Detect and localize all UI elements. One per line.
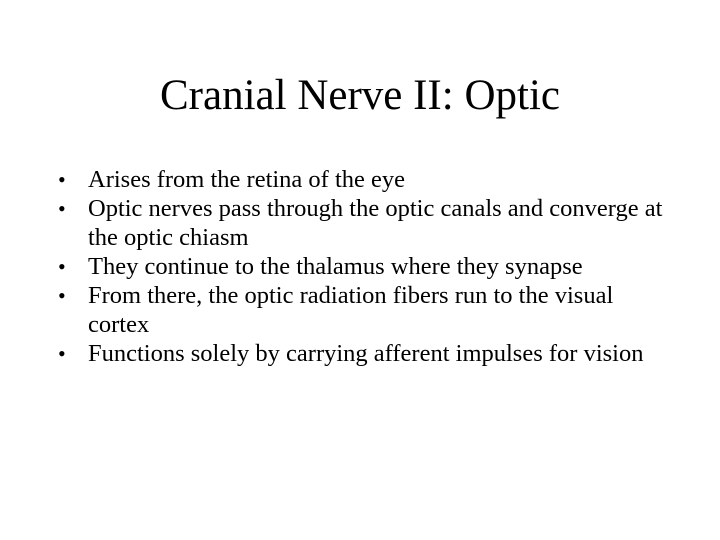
bullet-text: Arises from the retina of the eye	[88, 166, 406, 193]
bullet-text: They continue to the thalamus where they synapse	[88, 253, 583, 280]
bullet-item	[58, 252, 678, 281]
bullet-list	[58, 165, 678, 368]
bullet-icon: •	[58, 196, 66, 221]
bullet-text: From there, the optic radiation fibers run to the visual cortex	[88, 282, 614, 338]
bullet-item	[58, 194, 678, 252]
bullet-icon: •	[58, 167, 66, 192]
bullet-item	[58, 339, 678, 368]
bullet-item	[58, 281, 678, 339]
bullet-icon: •	[58, 254, 66, 279]
bullet-text: Optic nerves pass through the optic canals and converge at the optic chiasm	[88, 195, 663, 251]
bullet-item	[58, 165, 678, 194]
bullet-icon: •	[58, 283, 66, 308]
bullet-icon: •	[58, 341, 66, 366]
slide-title: Cranial Nerve II: Optic	[160, 72, 560, 119]
bullet-text: Functions solely by carrying afferent impulses for vision	[88, 340, 644, 367]
